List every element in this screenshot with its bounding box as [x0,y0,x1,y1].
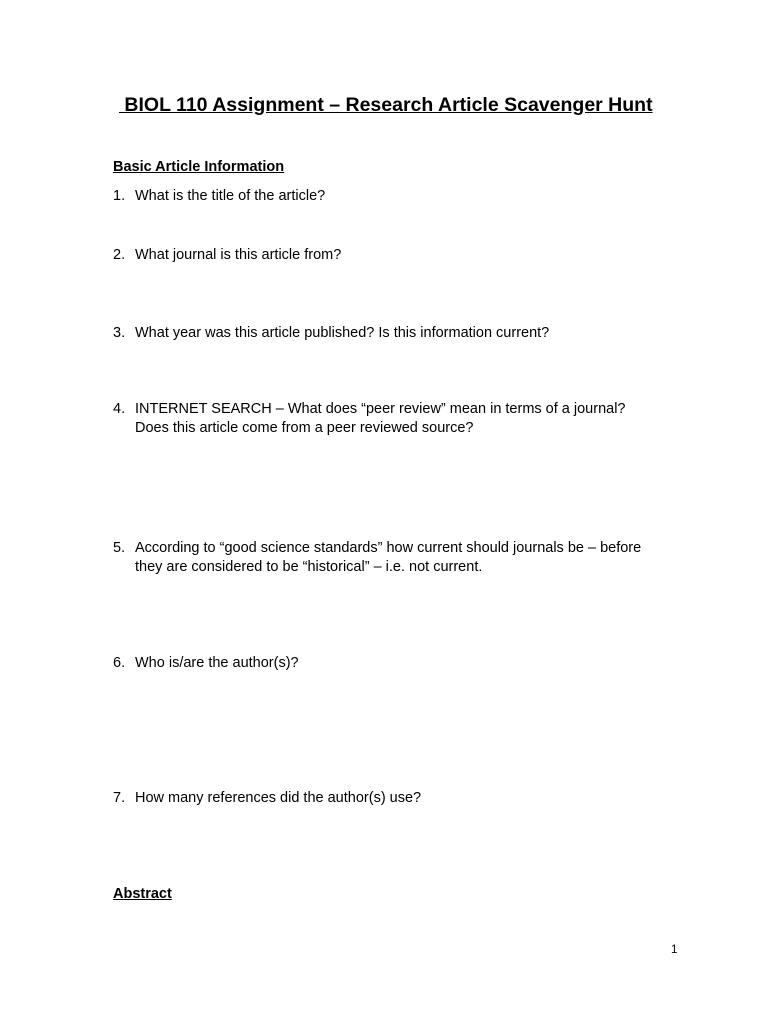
question-line: What is the title of the article? [135,188,326,204]
question-4 [113,400,673,438]
question-7 [113,789,673,808]
question-2 [113,246,673,265]
question-text [135,246,673,265]
question-number: 1. [113,188,126,204]
question-line: What year was this article published? Is this information current? [135,325,550,341]
page-title: BIOL 110 Assignment – Research Article Scavenger Hunt [119,94,653,116]
question-text [135,400,673,438]
question-line: According to “good science standards” how current should journals be – before [135,540,642,556]
question-3 [113,324,673,343]
question-text [135,539,673,577]
question-number: 4. [113,401,126,417]
question-5 [113,539,673,577]
question-text [135,187,673,206]
question-6 [113,654,673,673]
question-number: 5. [113,540,126,556]
question-text [135,789,673,808]
question-text [135,654,673,673]
question-line: What journal is this article from? [135,247,342,263]
page-number: 1 [671,944,678,956]
question-number: 2. [113,247,126,263]
question-number: 6. [113,655,126,671]
question-line: How many references did the author(s) use? [135,790,422,806]
question-number: 3. [113,325,126,341]
section-heading-abstract: Abstract [113,886,172,902]
section-heading-basic-article-information: Basic Article Information [113,159,285,175]
question-line: Who is/are the author(s)? [135,655,299,671]
question-line: Does this article come from a peer reviewed source? [135,420,474,436]
question-line: INTERNET SEARCH – What does “peer review” mean in terms of a journal? [135,401,626,417]
question-number: 7. [113,790,126,806]
question-line: they are considered to be “historical” – i.e. not current. [135,559,483,575]
question-text [135,324,673,343]
question-1 [113,187,673,206]
